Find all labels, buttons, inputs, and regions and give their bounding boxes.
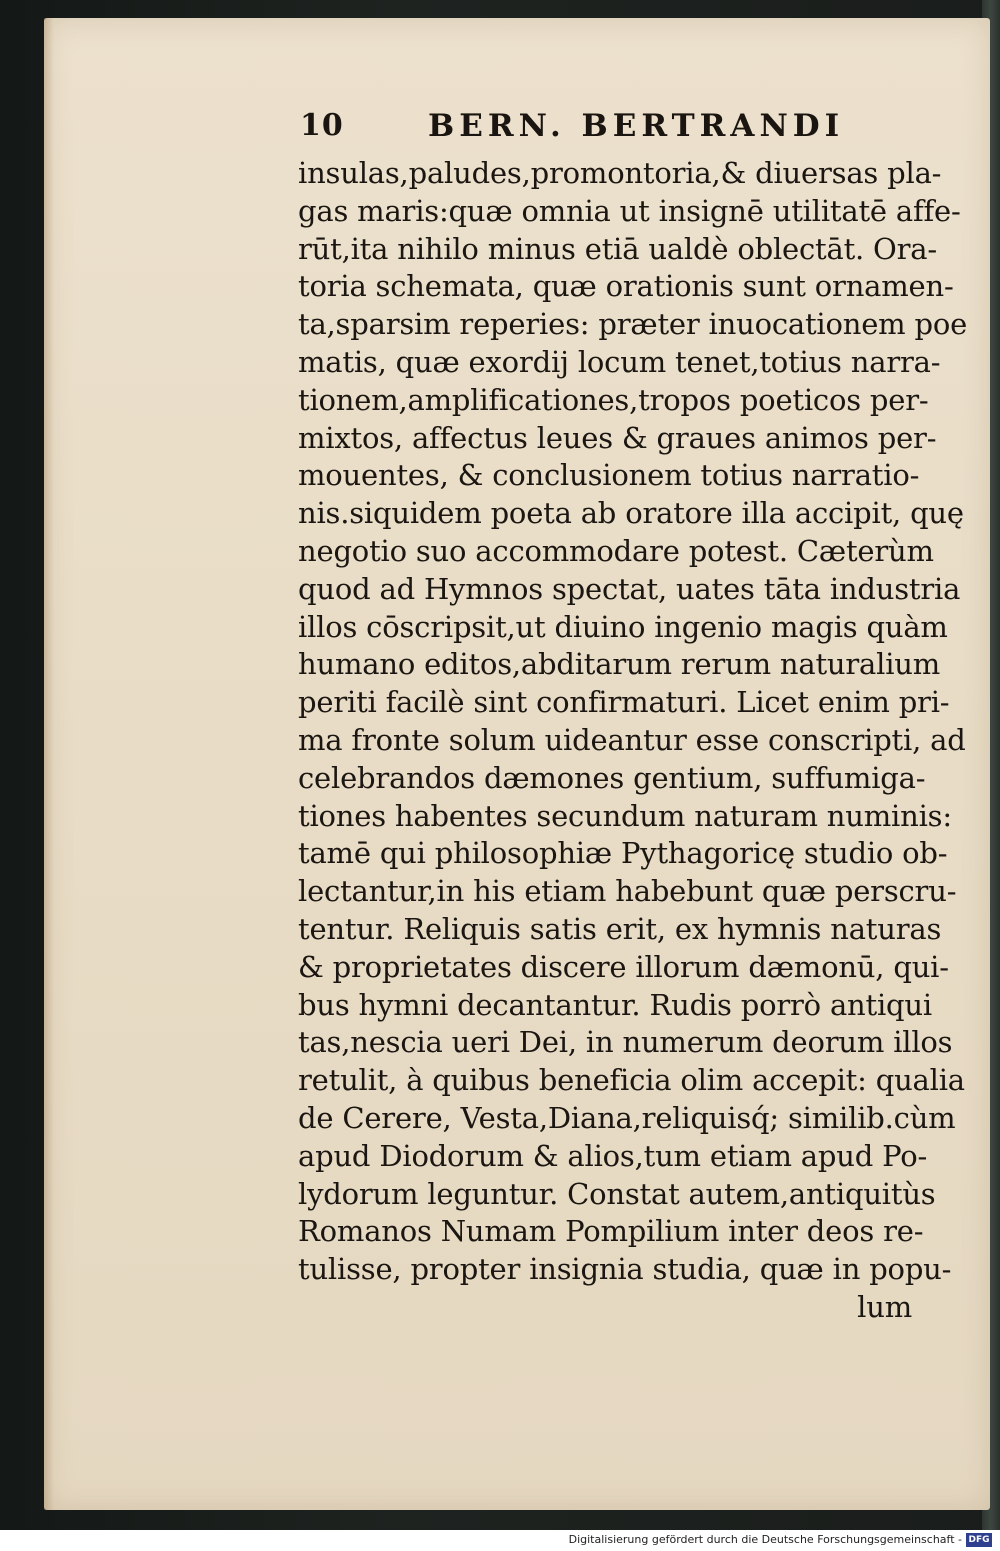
funding-credit: Digitalisierung gefördert durch die Deutsche Forschungsgemeinschaft - <box>568 1533 962 1546</box>
text-line: lydorum leguntur. Constat autem,antiquitùs <box>298 1176 936 1211</box>
text-line: periti facilè sint confirmaturi. Licet enim pri- <box>298 685 950 720</box>
text-line: retulit, à quibus beneficia olim accepit: qualia <box>298 1063 965 1098</box>
text-line: bus hymni decantantur. Rudis porrò antiqui <box>298 987 932 1022</box>
text-line: mouentes, & conclusionem totius narratio- <box>298 458 920 493</box>
footer-bar <box>0 1530 1000 1551</box>
text-line: de Cerere, Vesta,Diana,reliquisq́; similib.cùm <box>298 1100 956 1135</box>
text-block <box>298 155 968 1327</box>
text-line: tionem,amplificationes,tropos poeticos per- <box>298 382 929 417</box>
text-line: lectantur,in his etiam habebunt quæ perscru- <box>298 874 957 909</box>
catchword: lum <box>857 1289 912 1324</box>
page-edge-shadow <box>44 18 54 1510</box>
text-line: toria schemata, quæ orationis sunt ornamen- <box>298 269 954 304</box>
text-line: tiones habentes secundum naturam numinis: <box>298 798 952 833</box>
text-line: gas maris:quæ omnia ut insignē utilitatē affe- <box>298 193 961 228</box>
text-line: celebrandos dæmones gentium, suffumiga- <box>298 760 926 795</box>
text-line: mixtos, affectus leues & graues animos per- <box>298 420 937 455</box>
text-line: tentur. Reliquis satis erit, ex hymnis naturas <box>298 911 942 946</box>
running-head <box>300 108 920 156</box>
running-title: BERN. BERTRANDI <box>428 108 845 144</box>
text-line: illos cōscripsit,ut diuino ingenio magis quàm <box>298 609 948 644</box>
text-line: nis.siquidem poeta ab oratore illa accipit, quę <box>298 496 964 531</box>
text-line: rūt,ita nihilo minus etiā ualdè oblectāt. Ora- <box>298 231 937 266</box>
text-line: ta,sparsim reperies: præter inuocationem poe <box>298 307 968 342</box>
text-line: apud Diodorum & alios,tum etiam apud Po- <box>298 1138 928 1173</box>
text-line: negotio suo accommodare potest. Cæterùm <box>298 533 934 568</box>
text-line: quod ad Hymnos spectat, uates tāta industria <box>298 571 961 606</box>
text-line: & proprietates discere illorum dæmonū, qui- <box>298 949 949 984</box>
text-line: humano editos,abditarum rerum naturalium <box>298 647 941 682</box>
text-line: tulisse, propter insignia studia, quæ in popu- <box>298 1252 952 1287</box>
text-line: matis, quæ exordij locum tenet,totius narra- <box>298 344 941 379</box>
text-line: ma fronte solum uideantur esse conscripti, ad <box>298 722 966 757</box>
dfg-logo: DFG <box>966 1533 992 1547</box>
text-line: tas,nescia ueri Dei, in numerum deorum illos <box>298 1025 953 1060</box>
page-number: 10 <box>300 108 344 143</box>
text-line: Romanos Numam Pompilium inter deos re- <box>298 1214 924 1249</box>
text-line: insulas,paludes,promontoria,& diuersas pla- <box>298 156 942 190</box>
text-line: tamē qui philosophiæ Pythagoricę studio ob- <box>298 836 948 871</box>
